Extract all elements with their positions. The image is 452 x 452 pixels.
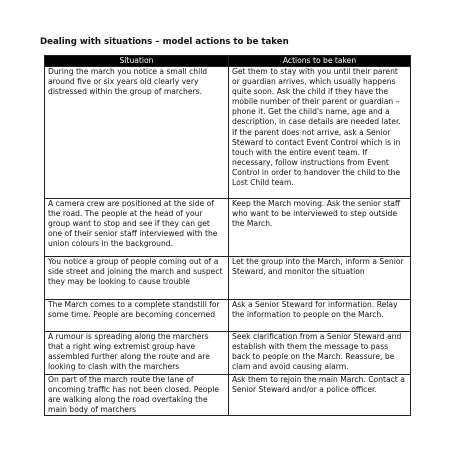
action-cell (229, 199, 411, 257)
table-row (45, 199, 411, 257)
action-text: Keep the March moving. Ask the senior staff who want to be interviewed to step outside the March. (232, 199, 401, 229)
table-row (45, 332, 411, 375)
table-header-row (45, 56, 411, 67)
situation-text: A rumour is spreading along the marchers that a right wing extremist group have assembled further along the route and are looking to clash with the marchers (48, 332, 210, 372)
situation-text: You notice a group of people coming out of a side street and joining the march and suspect they may be looking to cause trouble (48, 257, 223, 287)
table-row (45, 67, 411, 199)
table-row (45, 375, 411, 416)
situation-cell (45, 332, 229, 375)
action-text: Ask a Senior Steward for information. Relay the information to people on the March. (232, 300, 398, 320)
action-text: Let the group into the March, inform a Senior Steward, and monitor the situation (232, 257, 404, 277)
document-heading: Dealing with situations – model actions to be taken (40, 37, 289, 47)
situation-cell (45, 375, 229, 416)
action-text: Ask them to rejoin the main March. Contact a Senior Steward and/or a police officer. (232, 375, 405, 395)
situation-text: During the march you notice a small child around five or six years old clearly very distressed within the group of marchers. (48, 67, 208, 97)
table-row (45, 257, 411, 300)
situation-cell (45, 257, 229, 300)
situation-text: On part of the march route the lane of oncoming traffic has not been closed. People are walking along the road overtaking the main body of marchers (48, 375, 220, 415)
header-actions: Actions to be taken (229, 56, 411, 67)
situations-table (44, 55, 411, 416)
action-cell (229, 332, 411, 375)
situation-text: The March comes to a complete standstill for some time. People are becoming concerned (48, 300, 220, 320)
situation-cell (45, 67, 229, 199)
action-cell (229, 257, 411, 300)
action-text: Get them to stay with you until their parent or guardian arrives, which usually happens quite soon. Ask the child if they have the mobile number of their parent or guardian – phone it. Get the child's name, age and a description, in case details are needed later. If the parent does not arrive, ask a Senior Steward to contact Event Control which is in touch with the entire event team. If necessary, follow instructions from Event Control in order to handover the child to the Lost Child team. (232, 67, 401, 188)
action-cell (229, 67, 411, 199)
table-row (45, 300, 411, 332)
action-text: Seek clarification from a Senior Steward and establish with them the message to pass back to people on the March. Reassure, be clam and avoid causing alarm. (232, 332, 402, 372)
header-situation: Situation (45, 56, 229, 67)
action-cell (229, 300, 411, 332)
situation-cell (45, 300, 229, 332)
situation-text: A camera crew are positioned at the side of the road. The people at the head of your group want to stop and see if they can get one of their senior staff interviewed with the union colours in the background. (48, 199, 218, 249)
situation-cell (45, 199, 229, 257)
action-cell (229, 375, 411, 416)
